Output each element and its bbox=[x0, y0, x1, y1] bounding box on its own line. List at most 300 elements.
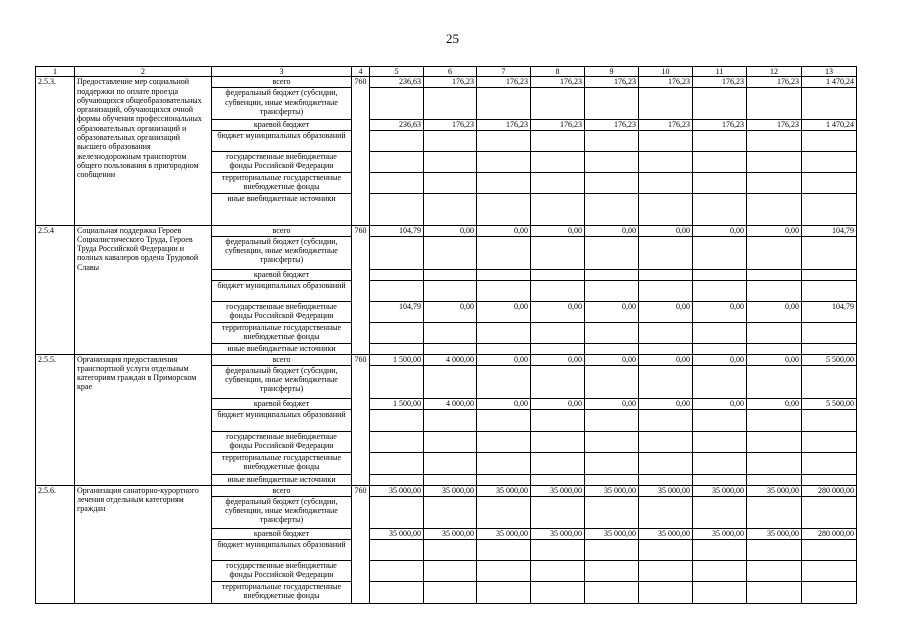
value-cell: 0,00 bbox=[531, 301, 585, 322]
value-cell: 176,23 bbox=[693, 77, 747, 88]
value-cell bbox=[585, 539, 639, 560]
value-cell: 176,23 bbox=[424, 120, 477, 130]
header-cell: 8 bbox=[531, 67, 585, 77]
funding-source: федеральный бюджет (субсидии, субвенции, иные межбюджетные трансферты) bbox=[212, 236, 352, 269]
value-cell: 5 500,00 bbox=[802, 398, 857, 409]
value-cell bbox=[531, 322, 585, 343]
value-cell: 1 500,00 bbox=[370, 398, 424, 409]
value-cell bbox=[802, 322, 857, 343]
value-cell bbox=[747, 322, 802, 343]
value-cell bbox=[747, 193, 802, 225]
value-cell bbox=[531, 193, 585, 225]
header-cell: 13 bbox=[802, 67, 857, 77]
value-cell bbox=[747, 236, 802, 269]
value-cell bbox=[639, 365, 693, 398]
value-cell: 35 000,00 bbox=[693, 485, 747, 496]
funding-source: бюджет муниципальных образований bbox=[212, 130, 352, 151]
value-cell bbox=[531, 431, 585, 452]
section-code: 2.5.5. bbox=[36, 354, 75, 485]
value-cell bbox=[639, 581, 693, 603]
funding-source: всего bbox=[212, 485, 352, 496]
value-cell bbox=[639, 452, 693, 474]
value-cell bbox=[693, 431, 747, 452]
indicator-code: 760 bbox=[352, 354, 370, 485]
value-cell: 176,23 bbox=[585, 120, 639, 130]
value-cell: 0,00 bbox=[693, 301, 747, 322]
value-cell bbox=[693, 322, 747, 343]
value-cell bbox=[802, 539, 857, 560]
value-cell bbox=[370, 409, 424, 431]
value-cell bbox=[693, 193, 747, 225]
value-cell bbox=[747, 130, 802, 151]
section-code: 2.5.6. bbox=[36, 485, 75, 603]
value-cell bbox=[477, 151, 531, 172]
value-cell bbox=[585, 130, 639, 151]
value-cell bbox=[747, 474, 802, 485]
value-cell: 0,00 bbox=[424, 225, 477, 236]
value-cell: 35 000,00 bbox=[747, 528, 802, 539]
value-cell bbox=[639, 539, 693, 560]
value-cell bbox=[424, 581, 477, 603]
value-cell bbox=[747, 88, 802, 120]
value-cell bbox=[639, 193, 693, 225]
value-cell bbox=[370, 496, 424, 528]
value-cell: 35 000,00 bbox=[747, 485, 802, 496]
funding-source: территориальные государственные внебюджетные фонды bbox=[212, 172, 352, 193]
funding-source: государственные внебюджетные фонды Российской Федерации bbox=[212, 301, 352, 322]
value-cell: 0,00 bbox=[477, 398, 531, 409]
value-cell bbox=[693, 560, 747, 581]
header-cell: 3 bbox=[212, 67, 352, 77]
value-cell bbox=[531, 452, 585, 474]
value-cell: 104,79 bbox=[370, 301, 424, 322]
value-cell: 0,00 bbox=[639, 398, 693, 409]
value-cell bbox=[585, 280, 639, 301]
value-cell: 35 000,00 bbox=[370, 485, 424, 496]
value-cell bbox=[639, 151, 693, 172]
value-cell bbox=[424, 236, 477, 269]
value-cell: 0,00 bbox=[693, 398, 747, 409]
value-cell bbox=[747, 452, 802, 474]
value-cell bbox=[370, 322, 424, 343]
value-cell bbox=[639, 88, 693, 120]
value-cell bbox=[639, 322, 693, 343]
header-cell: 5 bbox=[370, 67, 424, 77]
value-cell bbox=[693, 151, 747, 172]
funding-source: иные внебюджетные источники bbox=[212, 193, 352, 225]
value-cell bbox=[802, 365, 857, 398]
value-cell bbox=[424, 452, 477, 474]
table-row bbox=[36, 485, 857, 496]
funding-source: иные внебюджетные источники bbox=[212, 474, 352, 485]
value-cell bbox=[693, 452, 747, 474]
value-cell: 4 000,00 bbox=[424, 354, 477, 365]
value-cell bbox=[585, 496, 639, 528]
funding-source: государственные внебюджетные фонды Российской Федерации bbox=[212, 151, 352, 172]
value-cell: 176,23 bbox=[531, 77, 585, 88]
value-cell: 104,79 bbox=[802, 301, 857, 322]
value-cell bbox=[639, 130, 693, 151]
value-cell bbox=[370, 280, 424, 301]
value-cell: 0,00 bbox=[424, 301, 477, 322]
value-cell bbox=[639, 269, 693, 280]
table-row bbox=[36, 225, 857, 236]
value-cell bbox=[477, 269, 531, 280]
header-cell: 2 bbox=[75, 67, 212, 77]
section-code: 2.5.4 bbox=[36, 225, 75, 354]
funding-source: государственные внебюджетные фонды Российской Федерации bbox=[212, 431, 352, 452]
value-cell bbox=[693, 409, 747, 431]
value-cell bbox=[424, 365, 477, 398]
value-cell: 35 000,00 bbox=[531, 528, 585, 539]
value-cell bbox=[531, 365, 585, 398]
value-cell: 176,23 bbox=[477, 77, 531, 88]
value-cell: 35 000,00 bbox=[531, 485, 585, 496]
value-cell: 35 000,00 bbox=[370, 528, 424, 539]
value-cell bbox=[424, 322, 477, 343]
value-cell bbox=[802, 151, 857, 172]
value-cell bbox=[802, 431, 857, 452]
value-cell bbox=[802, 496, 857, 528]
funding-source: территориальные государственные внебюджетные фонды bbox=[212, 581, 352, 603]
value-cell bbox=[639, 343, 693, 354]
funding-source: бюджет муниципальных образований bbox=[212, 280, 352, 301]
value-cell bbox=[370, 431, 424, 452]
value-cell: 104,79 bbox=[370, 225, 424, 236]
value-cell: 35 000,00 bbox=[477, 528, 531, 539]
header-cell: 7 bbox=[477, 67, 531, 77]
value-cell bbox=[531, 560, 585, 581]
value-cell bbox=[747, 280, 802, 301]
value-cell bbox=[802, 236, 857, 269]
value-cell bbox=[693, 236, 747, 269]
header-cell: 10 bbox=[639, 67, 693, 77]
value-cell bbox=[802, 560, 857, 581]
section-name: Социальная поддержка Героев Социалистического Труда, Героев Труда Российской Федерации и полных кавалеров ордена Трудовой Славы bbox=[75, 225, 212, 354]
value-cell bbox=[424, 269, 477, 280]
value-cell: 176,23 bbox=[531, 120, 585, 130]
value-cell bbox=[424, 130, 477, 151]
value-cell bbox=[531, 151, 585, 172]
value-cell: 0,00 bbox=[747, 225, 802, 236]
value-cell: 176,23 bbox=[693, 120, 747, 130]
value-cell bbox=[370, 130, 424, 151]
value-cell: 0,00 bbox=[747, 398, 802, 409]
value-cell bbox=[639, 409, 693, 431]
value-cell: 35 000,00 bbox=[585, 528, 639, 539]
header-row bbox=[36, 67, 857, 77]
value-cell: 280 000,00 bbox=[802, 528, 857, 539]
value-cell bbox=[477, 130, 531, 151]
value-cell: 35 000,00 bbox=[639, 528, 693, 539]
value-cell bbox=[531, 343, 585, 354]
value-cell: 35 000,00 bbox=[477, 485, 531, 496]
value-cell bbox=[370, 236, 424, 269]
value-cell bbox=[370, 343, 424, 354]
value-cell bbox=[693, 280, 747, 301]
value-cell bbox=[802, 193, 857, 225]
funding-source: федеральный бюджет (субсидии, субвенции, иные межбюджетные трансферты) bbox=[212, 365, 352, 398]
value-cell bbox=[802, 474, 857, 485]
value-cell bbox=[424, 560, 477, 581]
value-cell bbox=[370, 539, 424, 560]
value-cell: 0,00 bbox=[585, 354, 639, 365]
value-cell bbox=[802, 343, 857, 354]
value-cell bbox=[370, 474, 424, 485]
value-cell: 0,00 bbox=[693, 354, 747, 365]
value-cell bbox=[531, 474, 585, 485]
value-cell bbox=[747, 431, 802, 452]
header-cell: 12 bbox=[747, 67, 802, 77]
header-cell: 4 bbox=[352, 67, 370, 77]
value-cell bbox=[639, 560, 693, 581]
value-cell bbox=[477, 193, 531, 225]
value-cell bbox=[747, 539, 802, 560]
funding-source: краевой бюджет bbox=[212, 528, 352, 539]
table-row bbox=[36, 77, 857, 88]
value-cell bbox=[747, 581, 802, 603]
value-cell bbox=[802, 581, 857, 603]
value-cell bbox=[747, 172, 802, 193]
value-cell bbox=[424, 172, 477, 193]
funding-source: всего bbox=[212, 77, 352, 88]
value-cell bbox=[585, 322, 639, 343]
section-code: 2.5.3. bbox=[36, 77, 75, 225]
value-cell bbox=[639, 172, 693, 193]
value-cell bbox=[477, 560, 531, 581]
value-cell bbox=[531, 130, 585, 151]
funding-source: бюджет муниципальных образований bbox=[212, 539, 352, 560]
indicator-code: 760 bbox=[352, 485, 370, 603]
value-cell bbox=[639, 236, 693, 269]
value-cell bbox=[747, 409, 802, 431]
value-cell bbox=[477, 452, 531, 474]
value-cell: 35 000,00 bbox=[639, 485, 693, 496]
value-cell bbox=[531, 88, 585, 120]
funding-source: краевой бюджет bbox=[212, 398, 352, 409]
value-cell bbox=[370, 172, 424, 193]
value-cell: 1 470,24 bbox=[802, 120, 857, 130]
value-cell bbox=[477, 539, 531, 560]
value-cell: 176,23 bbox=[585, 77, 639, 88]
indicator-code: 760 bbox=[352, 77, 370, 225]
value-cell bbox=[802, 172, 857, 193]
value-cell: 0,00 bbox=[531, 398, 585, 409]
funding-source: иные внебюджетные источники bbox=[212, 343, 352, 354]
value-cell: 176,23 bbox=[477, 120, 531, 130]
value-cell bbox=[693, 581, 747, 603]
value-cell bbox=[477, 343, 531, 354]
value-cell bbox=[477, 280, 531, 301]
value-cell bbox=[370, 151, 424, 172]
value-cell bbox=[747, 365, 802, 398]
value-cell: 5 500,00 bbox=[802, 354, 857, 365]
section-name: Организация предоставления транспортной услуги отдельным категориям граждан в Приморском крае bbox=[75, 354, 212, 485]
value-cell bbox=[693, 172, 747, 193]
value-cell: 0,00 bbox=[747, 301, 802, 322]
value-cell bbox=[531, 236, 585, 269]
value-cell bbox=[802, 88, 857, 120]
value-cell bbox=[802, 269, 857, 280]
value-cell: 35 000,00 bbox=[585, 485, 639, 496]
value-cell bbox=[693, 496, 747, 528]
value-cell: 176,23 bbox=[639, 77, 693, 88]
value-cell bbox=[585, 269, 639, 280]
value-cell bbox=[585, 365, 639, 398]
value-cell bbox=[585, 474, 639, 485]
value-cell bbox=[531, 539, 585, 560]
section-name: Организация санаторно-курортного лечения отдельным категориям граждан bbox=[75, 485, 212, 603]
value-cell bbox=[747, 269, 802, 280]
value-cell bbox=[477, 474, 531, 485]
value-cell: 0,00 bbox=[639, 354, 693, 365]
value-cell: 236,63 bbox=[370, 77, 424, 88]
value-cell: 0,00 bbox=[531, 225, 585, 236]
value-cell bbox=[424, 88, 477, 120]
header-cell: 1 bbox=[36, 67, 75, 77]
value-cell bbox=[531, 496, 585, 528]
value-cell bbox=[370, 193, 424, 225]
value-cell bbox=[693, 130, 747, 151]
value-cell bbox=[585, 560, 639, 581]
funding-source: краевой бюджет bbox=[212, 120, 352, 130]
value-cell bbox=[585, 452, 639, 474]
value-cell bbox=[370, 581, 424, 603]
value-cell: 1 500,00 bbox=[370, 354, 424, 365]
value-cell: 0,00 bbox=[747, 354, 802, 365]
value-cell bbox=[477, 172, 531, 193]
value-cell bbox=[477, 365, 531, 398]
value-cell bbox=[531, 581, 585, 603]
value-cell: 0,00 bbox=[477, 301, 531, 322]
value-cell bbox=[477, 88, 531, 120]
value-cell: 0,00 bbox=[585, 225, 639, 236]
value-cell bbox=[477, 431, 531, 452]
value-cell bbox=[802, 452, 857, 474]
value-cell bbox=[370, 560, 424, 581]
value-cell bbox=[424, 496, 477, 528]
value-cell bbox=[639, 431, 693, 452]
value-cell bbox=[802, 409, 857, 431]
value-cell: 104,79 bbox=[802, 225, 857, 236]
funding-source: федеральный бюджет (субсидии, субвенции, иные межбюджетные трансферты) bbox=[212, 496, 352, 528]
value-cell bbox=[531, 280, 585, 301]
value-cell bbox=[693, 539, 747, 560]
value-cell bbox=[370, 365, 424, 398]
value-cell bbox=[639, 496, 693, 528]
value-cell bbox=[531, 172, 585, 193]
value-cell bbox=[477, 581, 531, 603]
value-cell bbox=[693, 474, 747, 485]
value-cell bbox=[424, 151, 477, 172]
value-cell bbox=[693, 343, 747, 354]
value-cell bbox=[747, 560, 802, 581]
header-cell: 9 bbox=[585, 67, 639, 77]
value-cell bbox=[639, 474, 693, 485]
value-cell bbox=[370, 88, 424, 120]
funding-source: бюджет муниципальных образований bbox=[212, 409, 352, 431]
value-cell bbox=[693, 365, 747, 398]
funding-source: государственные внебюджетные фонды Российской Федерации bbox=[212, 560, 352, 581]
indicator-code: 760 bbox=[352, 225, 370, 354]
value-cell bbox=[531, 409, 585, 431]
value-cell: 35 000,00 bbox=[424, 485, 477, 496]
value-cell: 176,23 bbox=[747, 120, 802, 130]
value-cell: 35 000,00 bbox=[693, 528, 747, 539]
value-cell bbox=[585, 193, 639, 225]
funding-source: всего bbox=[212, 354, 352, 365]
value-cell bbox=[424, 280, 477, 301]
value-cell: 176,23 bbox=[639, 120, 693, 130]
value-cell bbox=[802, 280, 857, 301]
section-name: Предоставление мер социальной поддержки по оплате проезда обучающихся общеобразовательных организаций, обучающихся очной формы обучения профессиональных образовательных организаций и образовательных организаций высшего образования железнодорожным транспортом общего пользования в пригородном сообщении bbox=[75, 77, 212, 225]
value-cell bbox=[424, 539, 477, 560]
value-cell: 0,00 bbox=[477, 225, 531, 236]
value-cell bbox=[747, 151, 802, 172]
value-cell bbox=[639, 280, 693, 301]
value-cell: 4 000,00 bbox=[424, 398, 477, 409]
value-cell bbox=[585, 236, 639, 269]
value-cell bbox=[747, 496, 802, 528]
value-cell bbox=[693, 269, 747, 280]
value-cell bbox=[585, 431, 639, 452]
value-cell bbox=[424, 193, 477, 225]
value-cell bbox=[370, 452, 424, 474]
value-cell bbox=[693, 88, 747, 120]
value-cell: 0,00 bbox=[531, 354, 585, 365]
value-cell bbox=[477, 236, 531, 269]
value-cell bbox=[585, 88, 639, 120]
value-cell: 236,63 bbox=[370, 120, 424, 130]
funding-source: всего bbox=[212, 225, 352, 236]
value-cell: 0,00 bbox=[585, 398, 639, 409]
value-cell bbox=[531, 269, 585, 280]
value-cell: 1 470,24 bbox=[802, 77, 857, 88]
value-cell bbox=[585, 409, 639, 431]
value-cell: 0,00 bbox=[693, 225, 747, 236]
value-cell bbox=[424, 409, 477, 431]
value-cell: 0,00 bbox=[639, 301, 693, 322]
value-cell bbox=[424, 474, 477, 485]
value-cell bbox=[585, 343, 639, 354]
value-cell bbox=[370, 269, 424, 280]
funding-source: территориальные государственные внебюджетные фонды bbox=[212, 452, 352, 474]
value-cell bbox=[477, 409, 531, 431]
value-cell bbox=[802, 130, 857, 151]
value-cell bbox=[585, 172, 639, 193]
value-cell: 0,00 bbox=[477, 354, 531, 365]
value-cell bbox=[585, 581, 639, 603]
value-cell: 0,00 bbox=[585, 301, 639, 322]
funding-source: федеральный бюджет (субсидии, субвенции, иные межбюджетные трансферты) bbox=[212, 88, 352, 120]
value-cell bbox=[477, 322, 531, 343]
value-cell bbox=[424, 343, 477, 354]
value-cell: 280 000,00 bbox=[802, 485, 857, 496]
table-row bbox=[36, 354, 857, 365]
header-cell: 11 bbox=[693, 67, 747, 77]
value-cell bbox=[747, 343, 802, 354]
page-number: 25 bbox=[446, 31, 459, 46]
funding-source: территориальные государственные внебюджетные фонды bbox=[212, 322, 352, 343]
value-cell: 35 000,00 bbox=[424, 528, 477, 539]
budget-table bbox=[35, 66, 857, 604]
value-cell: 176,23 bbox=[747, 77, 802, 88]
funding-source: краевой бюджет bbox=[212, 269, 352, 280]
value-cell: 176,23 bbox=[424, 77, 477, 88]
value-cell bbox=[585, 151, 639, 172]
value-cell: 0,00 bbox=[639, 225, 693, 236]
value-cell bbox=[424, 431, 477, 452]
